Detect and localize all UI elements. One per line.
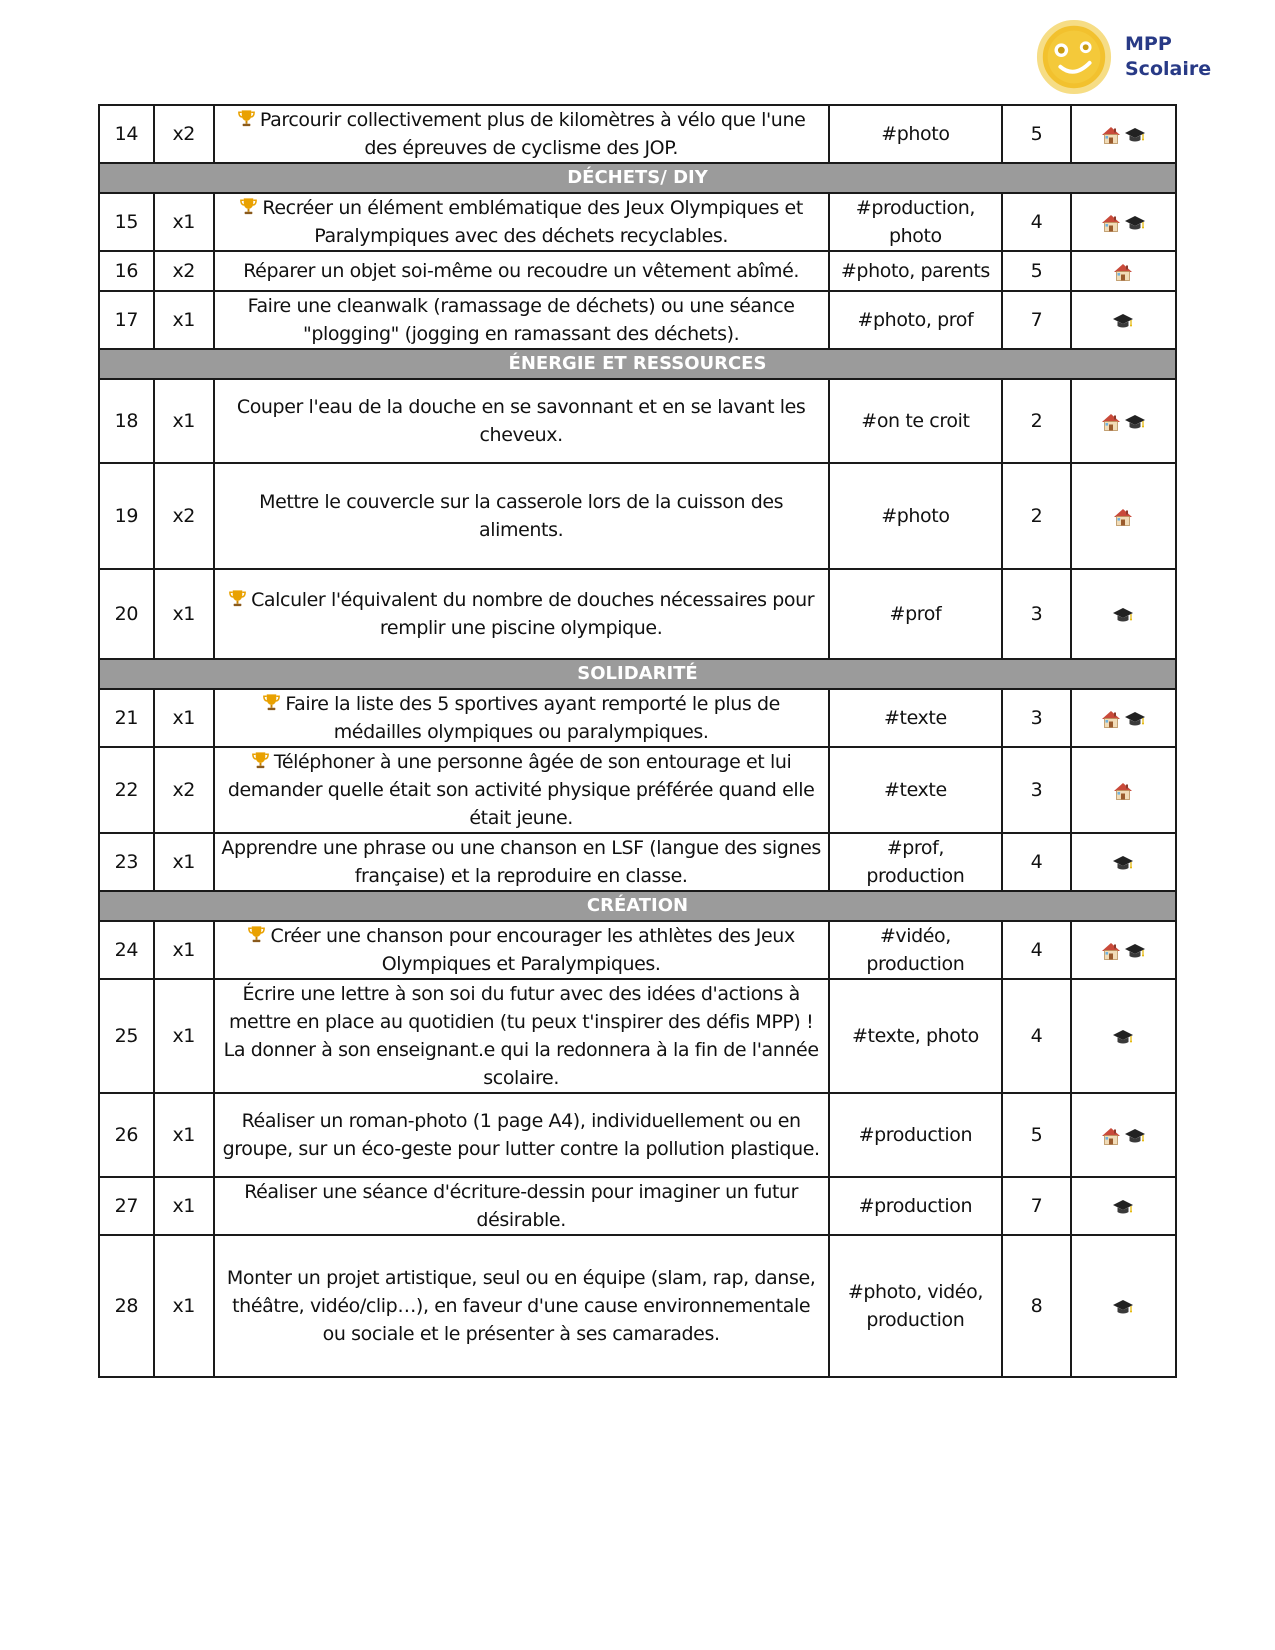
proof-tag: #photo, parents xyxy=(829,251,1003,291)
challenge-text: Apprendre une phrase ou une chanson en LSF (langue des signes française) et la reproduire en classe. xyxy=(221,837,821,887)
mpp-scolaire-logo xyxy=(1035,18,1225,98)
challenge-description xyxy=(214,689,829,747)
points: 4 xyxy=(1002,921,1070,979)
location-icons xyxy=(1071,833,1176,891)
section-title: CRÉATION xyxy=(99,891,1176,921)
challenge-description xyxy=(214,979,829,1093)
table-row xyxy=(99,1235,1176,1377)
challenge-number: 17 xyxy=(99,291,154,349)
multiplier: x1 xyxy=(154,979,214,1093)
location-icons xyxy=(1071,291,1176,349)
points: 2 xyxy=(1002,379,1070,463)
challenge-description xyxy=(214,105,829,163)
proof-tag: #photo xyxy=(829,463,1003,569)
points: 4 xyxy=(1002,833,1070,891)
points: 2 xyxy=(1002,463,1070,569)
table-row xyxy=(99,979,1176,1093)
house-icon xyxy=(1112,781,1134,801)
challenge-text: Téléphoner à une personne âgée de son entourage et lui demander quelle était son activité physique préférée quand elle était jeune. xyxy=(227,751,815,829)
house-icon xyxy=(1112,507,1134,527)
table-row xyxy=(99,921,1176,979)
location-icons xyxy=(1071,979,1176,1093)
trophy-icon xyxy=(239,196,258,216)
table-row xyxy=(99,689,1176,747)
table-row xyxy=(99,379,1176,463)
challenge-description xyxy=(214,569,829,659)
graduation-cap-icon xyxy=(1112,1027,1134,1047)
location-icons xyxy=(1071,105,1176,163)
trophy-icon xyxy=(228,588,247,608)
section-header-row xyxy=(99,349,1176,379)
proof-tag: #prof xyxy=(829,569,1003,659)
points: 7 xyxy=(1002,291,1070,349)
table-row xyxy=(99,1177,1176,1235)
challenge-text: Réaliser une séance d'écriture-dessin pour imaginer un futur désirable. xyxy=(244,1181,799,1231)
multiplier: x1 xyxy=(154,1235,214,1377)
location-icons xyxy=(1071,1235,1176,1377)
points: 5 xyxy=(1002,1093,1070,1177)
location-icons xyxy=(1071,193,1176,251)
graduation-cap-icon xyxy=(1124,213,1146,233)
logo-line-2: Scolaire xyxy=(1125,58,1212,80)
challenge-text: Parcourir collectivement plus de kilomètres à vélo que l'une des épreuves de cyclisme des JOP. xyxy=(259,109,806,159)
graduation-cap-icon xyxy=(1124,941,1146,961)
table-row xyxy=(99,251,1176,291)
multiplier: x1 xyxy=(154,921,214,979)
proof-tag: #photo, prof xyxy=(829,291,1003,349)
multiplier: x1 xyxy=(154,291,214,349)
multiplier: x2 xyxy=(154,251,214,291)
graduation-cap-icon xyxy=(1112,853,1134,873)
location-icons xyxy=(1071,569,1176,659)
proof-tag: #photo xyxy=(829,105,1003,163)
points: 3 xyxy=(1002,689,1070,747)
challenge-text: Calculer l'équivalent du nombre de douches nécessaires pour remplir une piscine olympique. xyxy=(251,589,815,639)
challenge-text: Faire la liste des 5 sportives ayant remporté le plus de médailles olympiques ou paralympiques. xyxy=(285,693,780,743)
logo-line-1: MPP xyxy=(1125,33,1172,55)
points: 5 xyxy=(1002,105,1070,163)
challenge-description xyxy=(214,251,829,291)
trophy-icon xyxy=(262,692,281,712)
proof-tag: #texte, photo xyxy=(829,979,1003,1093)
multiplier: x1 xyxy=(154,569,214,659)
table-row xyxy=(99,105,1176,163)
multiplier: x2 xyxy=(154,105,214,163)
table-row xyxy=(99,569,1176,659)
location-icons xyxy=(1071,1177,1176,1235)
challenge-number: 21 xyxy=(99,689,154,747)
proof-tag: #production xyxy=(829,1093,1003,1177)
challenge-description xyxy=(214,463,829,569)
challenge-number: 14 xyxy=(99,105,154,163)
section-title: DÉCHETS/ DIY xyxy=(99,163,1176,193)
house-icon xyxy=(1100,709,1122,729)
multiplier: x2 xyxy=(154,747,214,833)
challenges-table-body xyxy=(99,105,1176,1377)
challenge-text: Recréer un élément emblématique des Jeux Olympiques et Paralympiques avec des déchets recyclables. xyxy=(262,197,803,247)
challenge-number: 25 xyxy=(99,979,154,1093)
graduation-cap-icon xyxy=(1124,1126,1146,1146)
section-header-row xyxy=(99,163,1176,193)
challenge-number: 16 xyxy=(99,251,154,291)
challenge-text: Créer une chanson pour encourager les athlètes des Jeux Olympiques et Paralympiques. xyxy=(270,925,795,975)
smiley-logo-icon xyxy=(1035,18,1113,96)
graduation-cap-icon xyxy=(1112,1197,1134,1217)
house-icon xyxy=(1100,1126,1122,1146)
multiplier: x2 xyxy=(154,463,214,569)
proof-tag: #photo, vidéo, production xyxy=(829,1235,1003,1377)
house-icon xyxy=(1100,125,1122,145)
challenge-number: 15 xyxy=(99,193,154,251)
challenge-text: Réparer un objet soi-même ou recoudre un vêtement abîmé. xyxy=(243,260,800,282)
challenge-description xyxy=(214,193,829,251)
challenge-number: 24 xyxy=(99,921,154,979)
house-icon xyxy=(1100,213,1122,233)
challenge-text: Monter un projet artistique, seul ou en équipe (slam, rap, danse, théâtre, vidéo/clip…), en faveur d'une cause environnementale ou sociale et le présenter à ses camarades. xyxy=(226,1267,816,1345)
section-header-row xyxy=(99,659,1176,689)
graduation-cap-icon xyxy=(1112,605,1134,625)
challenge-number: 19 xyxy=(99,463,154,569)
proof-tag: #texte xyxy=(829,689,1003,747)
challenge-description xyxy=(214,1177,829,1235)
section-header-row xyxy=(99,891,1176,921)
graduation-cap-icon xyxy=(1112,1297,1134,1317)
proof-tag: #production, photo xyxy=(829,193,1003,251)
challenge-description xyxy=(214,1093,829,1177)
proof-tag: #production xyxy=(829,1177,1003,1235)
logo-wordmark xyxy=(1125,32,1211,82)
points: 5 xyxy=(1002,251,1070,291)
challenge-text: Couper l'eau de la douche en se savonnant et en se lavant les cheveux. xyxy=(236,396,806,446)
multiplier: x1 xyxy=(154,1093,214,1177)
challenge-description xyxy=(214,379,829,463)
table-row xyxy=(99,291,1176,349)
graduation-cap-icon xyxy=(1124,709,1146,729)
multiplier: x1 xyxy=(154,833,214,891)
table-row xyxy=(99,193,1176,251)
proof-tag: #vidéo, production xyxy=(829,921,1003,979)
challenge-number: 26 xyxy=(99,1093,154,1177)
challenge-text: Mettre le couvercle sur la casserole lors de la cuisson des aliments. xyxy=(259,491,784,541)
location-icons xyxy=(1071,251,1176,291)
multiplier: x1 xyxy=(154,1177,214,1235)
table-row xyxy=(99,463,1176,569)
graduation-cap-icon xyxy=(1124,125,1146,145)
trophy-icon xyxy=(251,750,270,770)
trophy-icon xyxy=(247,924,266,944)
location-icons xyxy=(1071,921,1176,979)
challenge-text: Réaliser un roman-photo (1 page A4), individuellement ou en groupe, sur un éco-geste pour lutter contre la pollution plastique. xyxy=(222,1110,820,1160)
challenge-number: 22 xyxy=(99,747,154,833)
challenge-description xyxy=(214,747,829,833)
table-row xyxy=(99,1093,1176,1177)
points: 7 xyxy=(1002,1177,1070,1235)
points: 8 xyxy=(1002,1235,1070,1377)
house-icon xyxy=(1100,941,1122,961)
points: 4 xyxy=(1002,979,1070,1093)
graduation-cap-icon xyxy=(1124,412,1146,432)
points: 3 xyxy=(1002,569,1070,659)
trophy-icon xyxy=(237,108,256,128)
location-icons xyxy=(1071,689,1176,747)
multiplier: x1 xyxy=(154,689,214,747)
table-row xyxy=(99,747,1176,833)
location-icons xyxy=(1071,747,1176,833)
challenge-text: Faire une cleanwalk (ramassage de déchets) ou une séance "plogging" (jogging en ramassant des déchets). xyxy=(247,295,795,345)
challenges-table xyxy=(98,104,1177,1378)
house-icon xyxy=(1112,262,1134,282)
location-icons xyxy=(1071,379,1176,463)
proof-tag: #texte xyxy=(829,747,1003,833)
challenge-number: 23 xyxy=(99,833,154,891)
proof-tag: #on te croit xyxy=(829,379,1003,463)
house-icon xyxy=(1100,412,1122,432)
section-title: SOLIDARITÉ xyxy=(99,659,1176,689)
challenge-text: Écrire une lettre à son soi du futur avec des idées d'actions à mettre en place au quotidien (tu peux t'inspirer des défis MPP) ! La donner à son enseignant.e qui la redonnera à la fin de l'année scolaire. xyxy=(223,983,819,1089)
challenge-description xyxy=(214,833,829,891)
challenge-description xyxy=(214,921,829,979)
section-title: ÉNERGIE ET RESSOURCES xyxy=(99,349,1176,379)
challenge-number: 28 xyxy=(99,1235,154,1377)
challenge-description xyxy=(214,1235,829,1377)
challenge-description xyxy=(214,291,829,349)
proof-tag: #prof, production xyxy=(829,833,1003,891)
challenge-number: 20 xyxy=(99,569,154,659)
graduation-cap-icon xyxy=(1112,311,1134,331)
location-icons xyxy=(1071,463,1176,569)
multiplier: x1 xyxy=(154,193,214,251)
multiplier: x1 xyxy=(154,379,214,463)
location-icons xyxy=(1071,1093,1176,1177)
table-row xyxy=(99,833,1176,891)
challenge-number: 27 xyxy=(99,1177,154,1235)
points: 4 xyxy=(1002,193,1070,251)
challenge-number: 18 xyxy=(99,379,154,463)
points: 3 xyxy=(1002,747,1070,833)
